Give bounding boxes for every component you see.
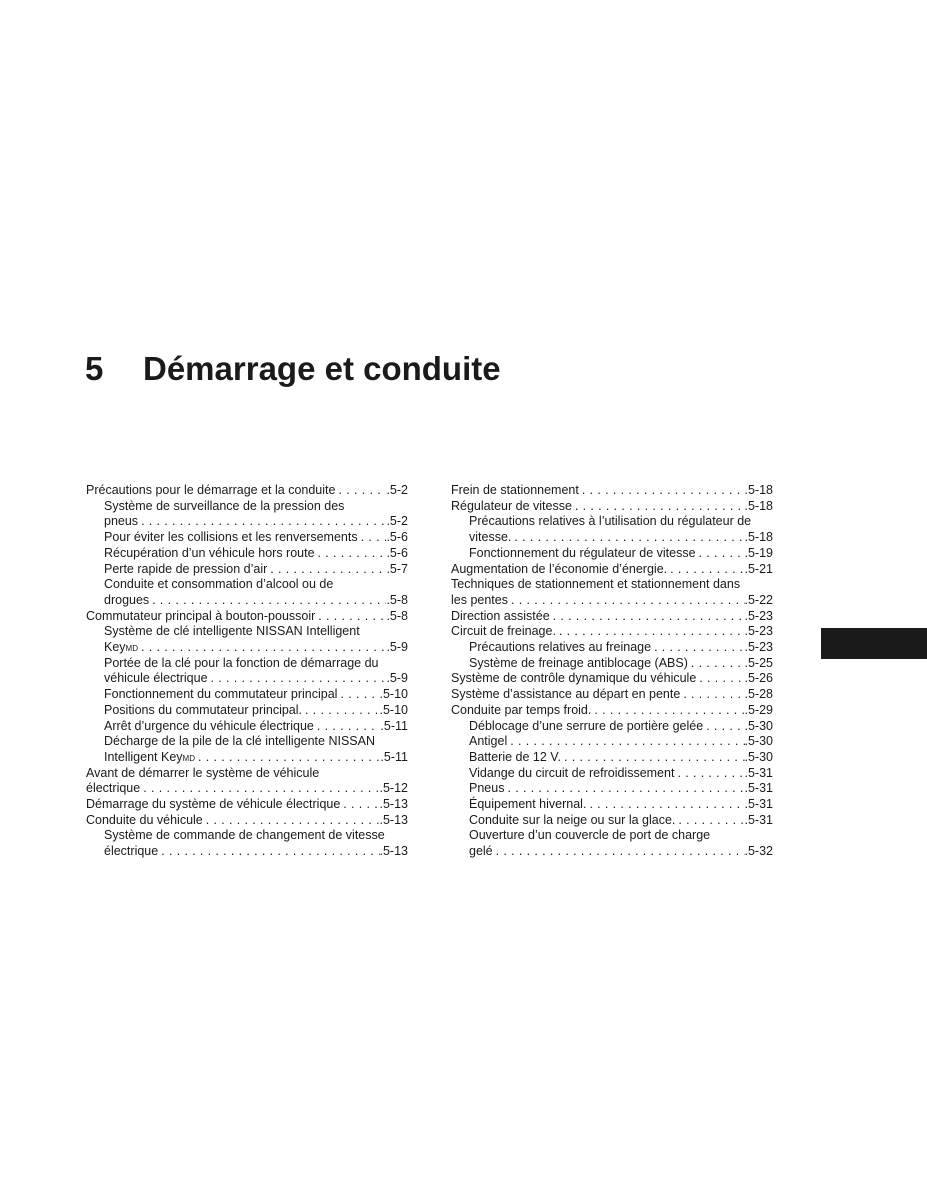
toc-page-number: .5-32 [744,844,773,859]
toc-entry [86,797,408,813]
toc-entry-text: Récupération d’un véhicule hors route [104,545,315,560]
toc-entry-text: Pour éviter les collisions et les renversements [104,530,358,545]
toc-entry-text: Direction assistée [451,608,550,623]
toc-entry [86,828,408,859]
toc-page-number: .5-30 [744,718,773,733]
toc-page-number: .5-31 [744,765,773,780]
toc-page-number: .5-13 [379,812,408,827]
toc-page-number: .5-21 [744,561,773,576]
toc-entry-text: Techniques de stationnement et stationnement dans [451,577,741,592]
toc-page-number: .5-10 [379,702,408,717]
toc-entry [451,640,773,656]
toc-entry-text: Arrêt d’urgence du véhicule électrique [104,718,314,733]
toc-entry [451,624,773,640]
toc-entry-text: Antigel [469,734,508,749]
toc-entry-line [104,656,408,672]
dot-leader [315,609,386,625]
toc-entry [451,483,773,499]
toc-entry-line [104,593,408,609]
dot-leader [651,640,744,656]
toc-entry-line [451,687,773,703]
toc-entry-text: Conduite et consommation d’alcool ou de [104,577,334,592]
toc-entry-text: Batterie de 12 V. [469,749,561,764]
toc-entry-line [86,781,408,797]
toc-entry-line [104,577,408,593]
dot-leader [680,687,744,703]
toc-entry [451,609,773,625]
dot-leader [508,593,745,609]
chapter-heading [85,346,501,392]
toc-entry-text: Pneus [469,781,505,796]
toc-entry-text: drogues [104,592,150,607]
toc-entry-line [86,766,408,782]
dot-leader [493,844,745,860]
dot-leader [208,671,387,687]
dot-leader [675,813,744,829]
dot-leader [703,719,744,735]
toc-entry-text: Portée de la clé pour la fonction de démarrage du [104,655,379,670]
toc-page-number: .5-10 [379,687,408,702]
toc-entry [451,671,773,687]
toc-entry-line [451,577,773,593]
toc-entry [86,656,408,687]
toc-entry-text: Précautions pour le démarrage et la conduite [86,483,336,497]
toc-entry-line [104,703,408,719]
toc-entry-line [104,514,408,530]
toc-entry-text: pneus [104,514,139,529]
toc-entry-text: Système de surveillance de la pression des [104,498,345,513]
toc-entry-text: Précautions relatives à l’utilisation du régulateur de [469,514,752,529]
toc-entry-line [469,656,773,672]
toc-page-number: .5-22 [744,592,773,607]
toc-entry-line [469,514,773,530]
toc-entry-text: gelé [469,844,493,859]
toc-entry-line [104,671,408,687]
toc-page-number: .5-6 [386,545,408,560]
toc-entry [451,719,773,735]
toc-entry-text: vitesse. [469,530,512,545]
toc-page-number: .5-25 [744,655,773,670]
toc-entry-line [451,609,773,625]
toc-entry [451,828,773,859]
dot-leader [340,797,379,813]
toc-entry-line: Key MD . . . .5-9 [104,640,408,656]
dot-leader [504,781,744,797]
toc-entry [451,499,773,515]
toc-entry-line [104,624,408,640]
dot-leader [507,734,744,750]
toc-entry [86,719,408,735]
toc-entry-line [469,781,773,797]
toc-page-number: .5-6 [386,530,408,545]
toc-entry-line [86,797,408,813]
toc-right-column [451,483,773,860]
dot-leader [314,719,381,735]
toc-entry-line [469,530,773,546]
toc-entry [451,797,773,813]
dot-leader [591,703,744,719]
toc-entry-text: Précautions relatives au freinage [469,640,652,655]
toc-entry-text: Système de contrôle dynamique du véhicule [451,671,697,686]
dot-leader [138,514,386,530]
dot-leader [195,750,380,766]
toc-entry [451,750,773,766]
toc-page-number: .5-8 [386,592,408,607]
toc-entry [451,656,773,672]
toc-entry-text: Équipement hivernal. [469,797,587,812]
toc-entry-text: Régulateur de vitesse [451,498,572,513]
toc-page-number: .5-31 [744,781,773,796]
toc-entry-text: Positions du commutateur principal. [104,702,303,717]
toc-left-column [86,483,408,860]
toc-entry-text: Décharge de la pile de la clé intelligente NISSAN [104,734,375,749]
toc-entry [451,813,773,829]
toc-entry [451,687,773,703]
toc-entry [451,781,773,797]
toc-entry-line [451,671,773,687]
toc-entry-line [451,703,773,719]
toc-entry-text: Perte rapide de pression d’air [104,561,268,576]
toc-entry-line [104,687,408,703]
dot-leader [267,562,386,578]
toc-entry-line [104,530,408,546]
toc-entry [451,734,773,750]
toc-entry [451,514,773,545]
toc-entry [86,530,408,546]
dot-leader [586,797,744,813]
toc-page-number: .5-29 [744,702,773,717]
dot-leader [511,530,744,546]
toc-entry-text: Conduite du véhicule [86,812,203,827]
toc-entry-text: Système d’assistance au départ en pente [451,687,681,702]
toc-entry [451,562,773,578]
toc-entry-text: électrique [86,781,141,796]
toc-entry [86,766,408,797]
toc-page-number: .5-18 [744,483,773,497]
toc-entry-line [86,483,408,499]
toc-entry-line [104,828,408,844]
toc-entry-line [104,844,408,860]
toc-entry [451,577,773,608]
chapter-title: Démarrage et conduite [143,350,501,387]
dot-leader [572,499,745,515]
toc-entry [86,577,408,608]
toc-entry-text: Conduite sur la neige ou sur la glace. [469,812,676,827]
toc-page-number: .5-7 [386,561,408,576]
toc-entry-line [86,609,408,625]
dot-leader [696,671,744,687]
toc-entry [86,483,408,499]
toc-page-number: .5-30 [744,749,773,764]
dot-leader [556,624,745,640]
toc-entry-line [104,499,408,515]
toc-page-number: .5-9 [386,671,408,686]
toc-entry-text: Intelligent Key [104,749,183,764]
toc-entry [86,546,408,562]
toc-page-number: .5-31 [744,812,773,827]
toc-page-number: .5-11 [380,749,408,764]
dot-leader [579,483,745,499]
toc-entry [86,734,408,765]
toc-entry-text: Avant de démarrer le système de véhicule [86,765,320,780]
toc-page-number: .5-8 [386,608,408,623]
toc-entry-text: Système de freinage antiblocage (ABS) [469,655,688,670]
toc-entry-line [104,562,408,578]
toc-entry-text: Circuit de freinage. [451,624,556,639]
toc-entry-text: Conduite par temps froid. [451,702,592,717]
toc-page-number: .5-13 [379,844,408,859]
toc-entry-line [469,813,773,829]
toc-page-number: .5-13 [379,797,408,812]
toc-page-number: .5-18 [744,498,773,513]
toc-entry-text: Ouverture d’un couvercle de port de charge [469,828,711,843]
toc-entry-line [451,483,773,499]
toc-page-number: .5-19 [744,545,773,560]
toc-entry-line [469,797,773,813]
toc-entry [86,562,408,578]
toc-entry-line [469,546,773,562]
dot-leader [158,844,379,860]
toc-entry-text: Key [104,640,126,655]
toc-entry-line [469,750,773,766]
toc-entry-line [469,640,773,656]
chapter-thumb-tab [821,628,927,659]
toc-page-number: .5-9 [386,640,408,655]
toc-entry-text: Commutateur principal à bouton-poussoir [86,608,316,623]
toc-page-number: .5-12 [379,781,408,796]
toc-entry-text: Vidange du circuit de refroidissement [469,765,675,780]
toc-entry-line [451,562,773,578]
toc-entry-line [86,813,408,829]
toc-page-number: .5-31 [744,797,773,812]
toc-entry-line [451,499,773,515]
dot-leader [688,656,745,672]
toc-page-number: .5-2 [386,514,408,529]
toc-entry [451,546,773,562]
toc-page-number: .5-18 [744,530,773,545]
toc-entry [86,624,408,655]
toc-entry [451,703,773,719]
dot-leader [561,750,745,766]
toc-entry-text: Déblocage d’une serrure de portière gelée [469,718,704,733]
toc-entry-text: véhicule électrique [104,671,208,686]
dot-leader [138,640,386,656]
toc-entry [86,703,408,719]
toc-page-number: .5-28 [744,687,773,702]
toc-entry-text: les pentes [451,592,508,607]
toc-page-number: .5-23 [744,624,773,639]
dot-leader [149,593,386,609]
dot-leader [674,766,744,782]
toc-entry-text: Augmentation de l’économie d’énergie. [451,561,668,576]
toc-page-number: .5-11 [380,718,408,733]
toc-entry [86,813,408,829]
dot-leader [302,703,379,719]
toc-entry-text: électrique [104,844,159,859]
toc-entry-text: Système de clé intelligente NISSAN Intelligent [104,624,360,639]
toc-entry-line [104,719,408,735]
toc-entry-text: Frein de stationnement [451,483,579,497]
toc-entry [86,499,408,530]
toc-entry-text: Fonctionnement du régulateur de vitesse [469,545,696,560]
toc-entry-text: Système de commande de changement de vitesse [104,828,385,843]
toc-entry-text: Démarrage du système de véhicule électrique [86,797,341,812]
dot-leader [203,813,380,829]
dot-leader [335,483,386,499]
toc-entry-line [469,844,773,860]
toc-entry-text: Fonctionnement du commutateur principal [104,687,338,702]
toc-page-number: .5-23 [744,608,773,623]
toc-entry-line [469,734,773,750]
toc-entry-line [469,719,773,735]
dot-leader [140,781,379,797]
toc-entry-line [104,546,408,562]
toc-entry-line [104,734,408,750]
toc-page-number: .5-30 [744,734,773,749]
toc-page-number: .5-23 [744,640,773,655]
toc-entry-line [451,593,773,609]
toc-entry-line: Intelligent Key MD . . . .5-11 [104,750,408,766]
toc-entry-line [469,828,773,844]
dot-leader [315,546,387,562]
toc-page-number: .5-26 [744,671,773,686]
dot-leader [337,687,379,703]
toc-entry [86,687,408,703]
toc-page-number: .5-2 [386,483,408,497]
dot-leader [667,562,744,578]
toc-entry [86,609,408,625]
toc-entry [451,766,773,782]
dot-leader [358,530,387,546]
dot-leader [550,609,745,625]
toc-entry-line [469,766,773,782]
chapter-number: 5 [85,350,104,387]
dot-leader [696,546,745,562]
toc-entry-line [451,624,773,640]
